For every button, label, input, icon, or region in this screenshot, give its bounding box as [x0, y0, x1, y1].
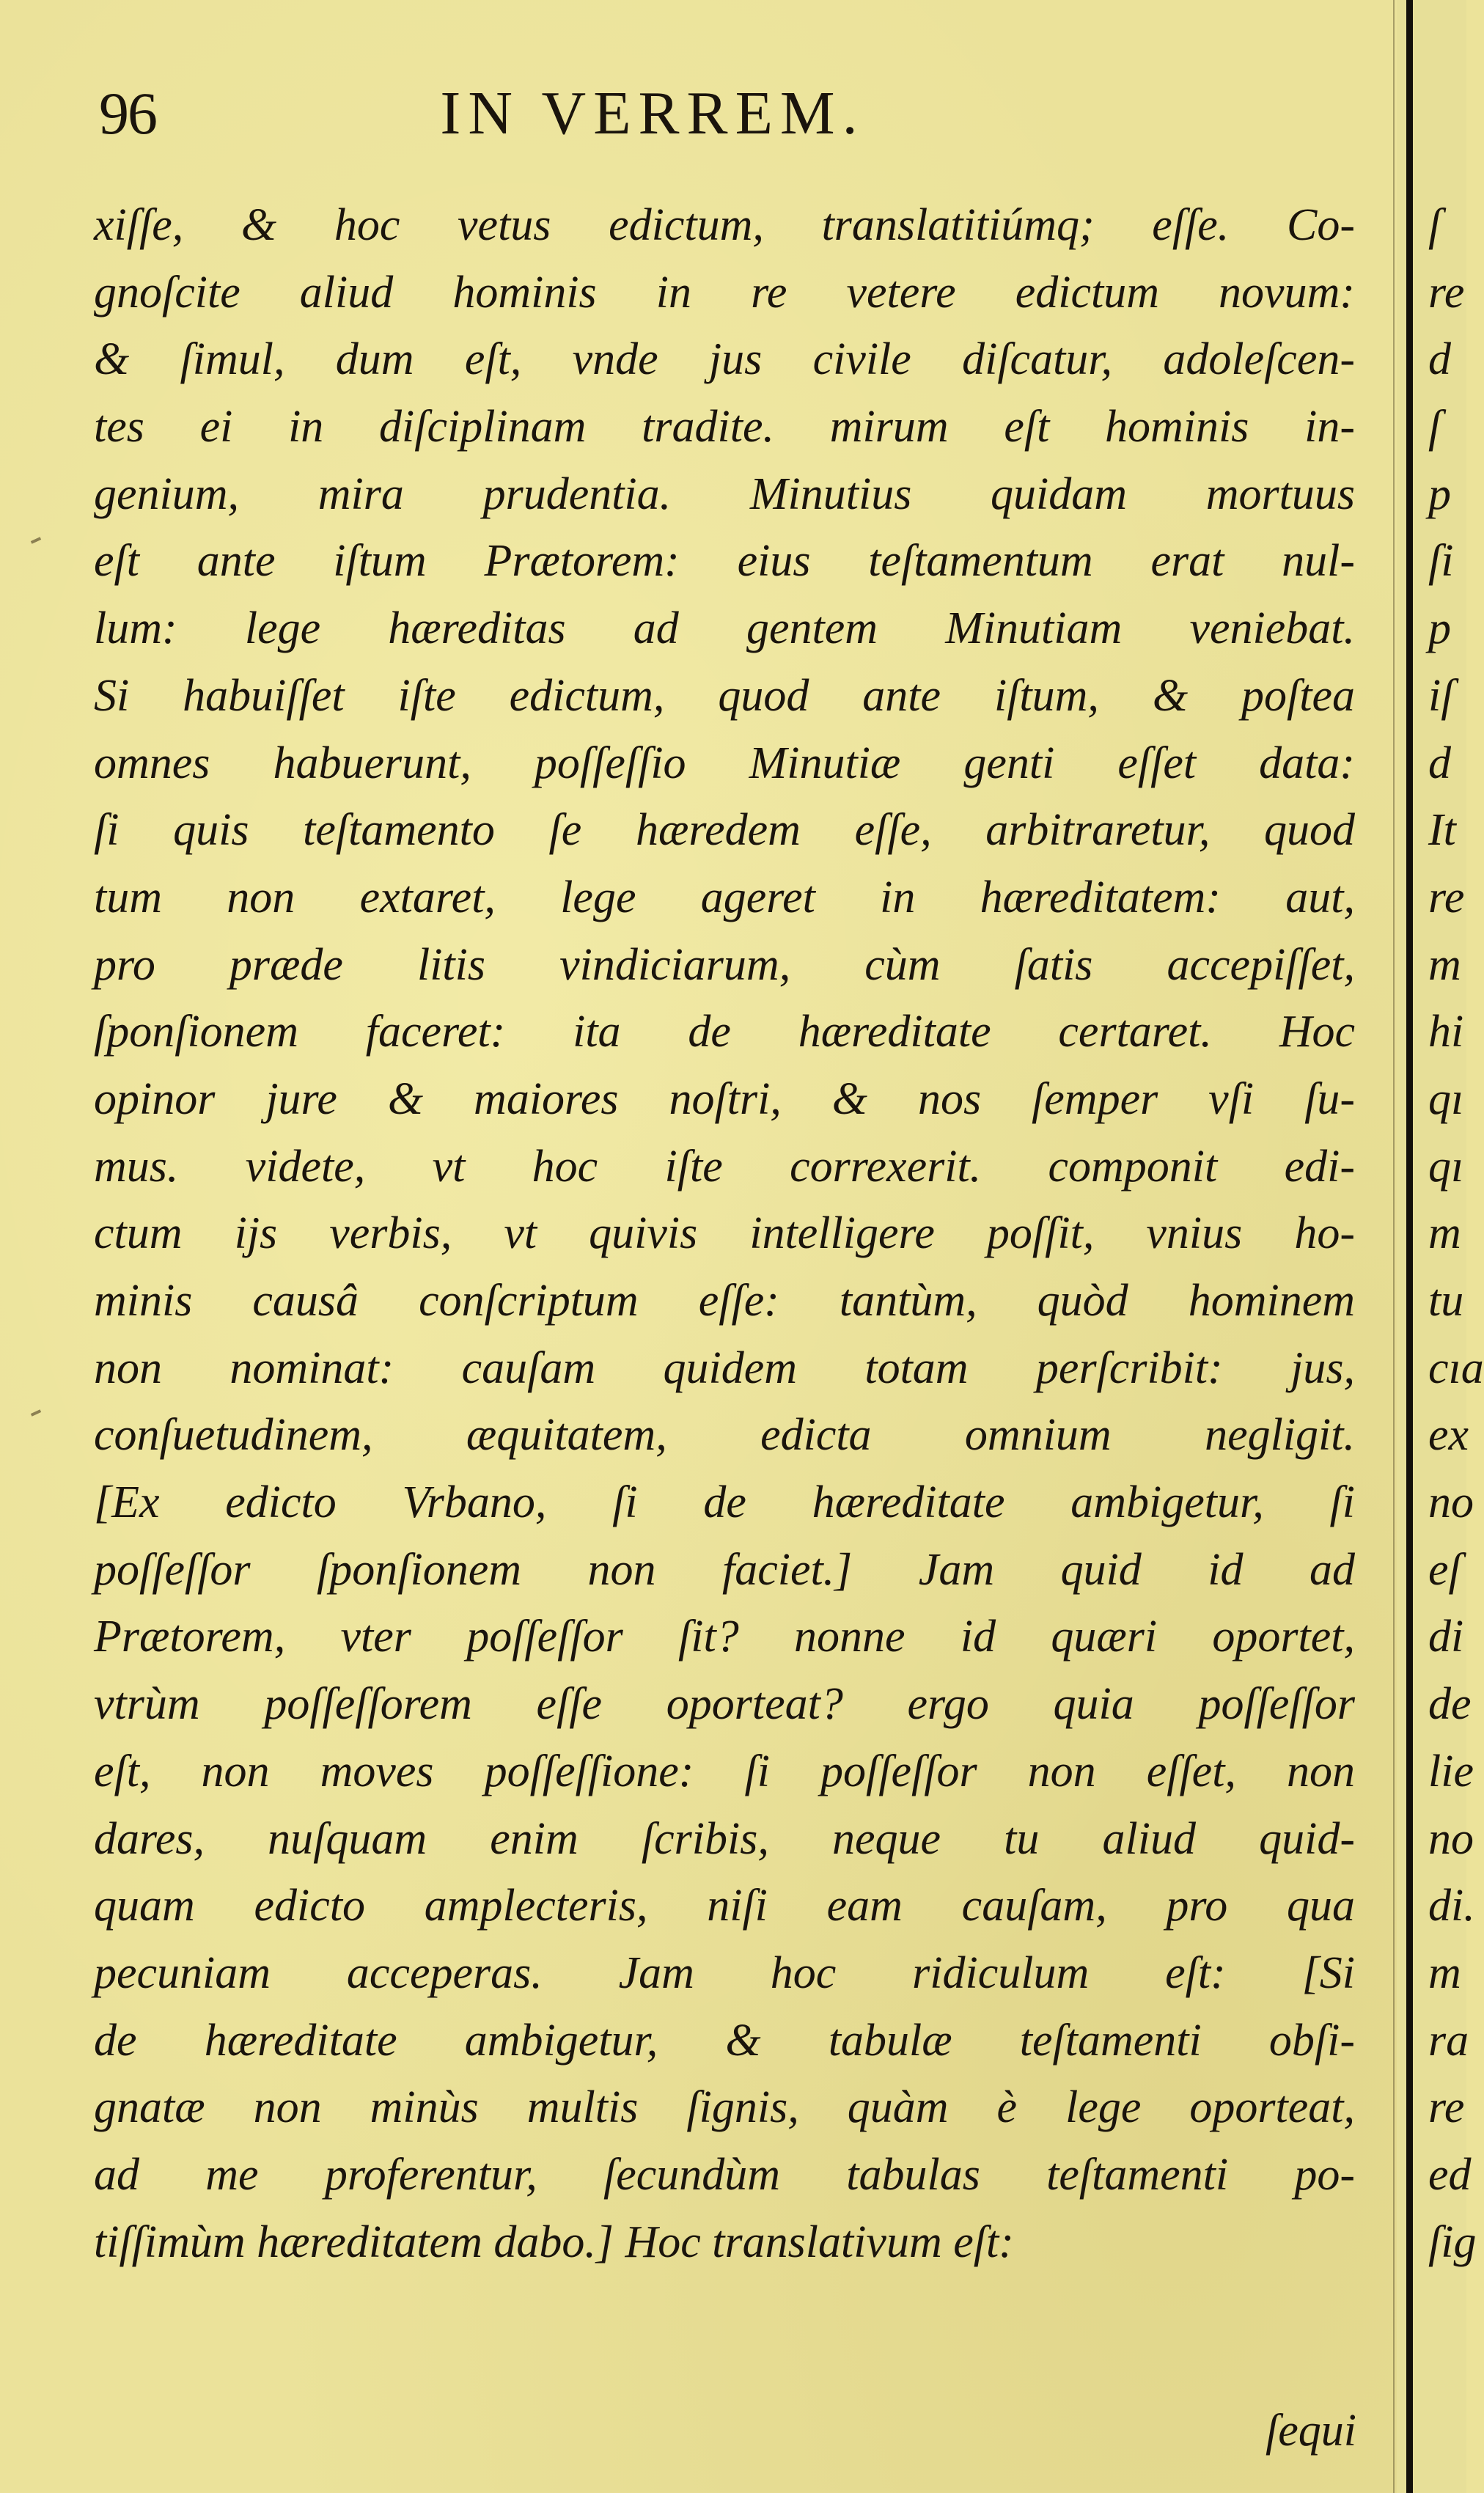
facing-fragment: no [1428, 1477, 1474, 1528]
margin-mark [31, 1409, 41, 1417]
text-line: Prætorem, vter poſſeſſor ſit? nonne id quæri oportet, [94, 1612, 1355, 1662]
facing-fragment: ra [1428, 2015, 1469, 2066]
facing-fragment: ed [1428, 2149, 1472, 2200]
text-line: & ſimul, dum eſt, vnde jus civile diſcatur, adoleſcen- [94, 334, 1355, 385]
facing-fragment: re [1428, 267, 1465, 317]
facing-fragment: d [1428, 738, 1451, 788]
facing-fragment: p [1428, 469, 1451, 519]
facing-fragment: de [1428, 1679, 1472, 1730]
binding-rule [1406, 0, 1413, 2493]
facing-fragment: ſ [1428, 402, 1441, 452]
text-line: gnatæ non minùs multis ſignis, quàm è lege oporteat, [94, 2082, 1355, 2133]
text-line: [Ex edicto Vrbano, ſi de hæreditate ambigetur, ſi [94, 1477, 1355, 1528]
facing-fragment: lie [1428, 1746, 1474, 1796]
facing-fragment: p [1428, 603, 1451, 654]
text-line: vtrùm poſſeſſorem eſſe oporteat? ergo quia poſſeſſor [94, 1679, 1355, 1730]
text-line: gnoſcite aliud hominis in re vetere edictum novum: [94, 267, 1355, 317]
text-line: omnes habuerunt, poſſeſſio Minutiæ genti eſſet data: [94, 738, 1355, 788]
facing-fragment: m [1428, 939, 1461, 990]
facing-fragment: ſi [1428, 536, 1454, 587]
facing-fragment: ſig [1428, 2217, 1477, 2267]
facing-fragment: qı [1428, 1141, 1464, 1192]
text-line: poſſeſſor ſponſionem non faciet.] Jam quid id ad [94, 1544, 1355, 1595]
text-line: tum non extaret, lege ageret in hæreditatem: aut, [94, 872, 1355, 922]
text-line: ſi quis teſtamento ſe hæredem eſſe, arbitraretur, quod [94, 805, 1355, 856]
margin-mark [31, 537, 41, 544]
facing-fragment: cıa [1428, 1343, 1484, 1393]
facing-fragment: re [1428, 872, 1465, 922]
text-line: eſt ante iſtum Prætorem: eius teſtamentum erat nul- [94, 536, 1355, 587]
text-line: Si habuiſſet iſte edictum, quod ante iſtum, & poſtea [94, 670, 1355, 721]
text-line: ſponſionem faceret: ita de hæreditate certaret. Hoc [94, 1007, 1355, 1057]
text-line: ctum ijs verbis, vt quivis intelligere poſſit, vnius ho- [94, 1208, 1355, 1259]
facing-fragment: m [1428, 1947, 1461, 1998]
facing-fragment: tu [1428, 1276, 1464, 1326]
facing-fragment: ex [1428, 1410, 1469, 1461]
facing-fragment: m [1428, 1208, 1461, 1259]
text-line: lum: lege hæreditas ad gentem Minutiam veniebat. [94, 603, 1355, 654]
text-line: genium, mira prudentia. Minutius quidam mortuus [94, 469, 1355, 519]
facing-fragment: eſ [1428, 1544, 1461, 1595]
text-line: de hæreditate ambigetur, & tabulæ teſtamenti obſi- [94, 2015, 1355, 2066]
text-line: eſt, non moves poſſeſſione: ſi poſſeſſor non eſſet, non [94, 1746, 1355, 1796]
running-head [99, 73, 1389, 154]
body-text [94, 192, 1355, 2276]
text-line: xiſſe, & hoc vetus edictum, translatitiúmq; eſſe. Co- [94, 200, 1355, 250]
page-number: 96 [99, 80, 156, 147]
running-title: IN VERREM. [440, 79, 865, 147]
text-line: quam edicto amplecteris, niſi eam cauſam, pro qua [94, 1881, 1355, 1931]
facing-fragment: hi [1428, 1007, 1464, 1057]
text-line: conſuetudinem, æquitatem, edicta omnium negligit. [94, 1410, 1355, 1461]
text-line: dares, nuſquam enim ſcribis, neque tu aliud quid- [94, 1813, 1355, 1864]
facing-fragment: ſ [1428, 200, 1441, 250]
text-line: mus. videte, vt hoc iſte correxerit. componit edi- [94, 1141, 1355, 1192]
facing-fragment: iſ [1428, 670, 1454, 721]
facing-fragment: no [1428, 1813, 1474, 1864]
page-edge-shadow [1393, 0, 1395, 2493]
text-line: non nominat: cauſam quidem totam perſcribit: jus, [94, 1343, 1355, 1393]
text-line: ad me proferentur, ſecundùm tabulas teſtamenti po- [94, 2149, 1355, 2200]
text-line: minis causâ conſcriptum eſſe: tantùm, quòd hominem [94, 1276, 1355, 1326]
facing-fragment: d [1428, 334, 1451, 385]
facing-fragment: di [1428, 1612, 1464, 1662]
catchword: ſequi [1266, 2406, 1356, 2456]
facing-fragment: re [1428, 2082, 1465, 2133]
text-line: tiſſimùm hæreditatem dabo.] Hoc translativum eſt: [94, 2217, 1014, 2267]
facing-fragment: qı [1428, 1073, 1464, 1124]
text-line: pecuniam acceperas. Jam hoc ridiculum eſt: [Si [94, 1947, 1355, 1998]
facing-fragment: It [1428, 805, 1456, 856]
text-line: pro præde litis vindiciarum, cùm ſatis accepiſſet, [94, 939, 1355, 990]
facing-fragment: di. [1428, 1881, 1475, 1931]
text-line: opinor jure & maiores noſtri, & nos ſemper vſi ſu- [94, 1073, 1355, 1124]
text-line: tes ei in diſciplinam tradite. mirum eſt hominis in- [94, 402, 1355, 452]
facing-page-fragments [1428, 192, 1484, 2276]
